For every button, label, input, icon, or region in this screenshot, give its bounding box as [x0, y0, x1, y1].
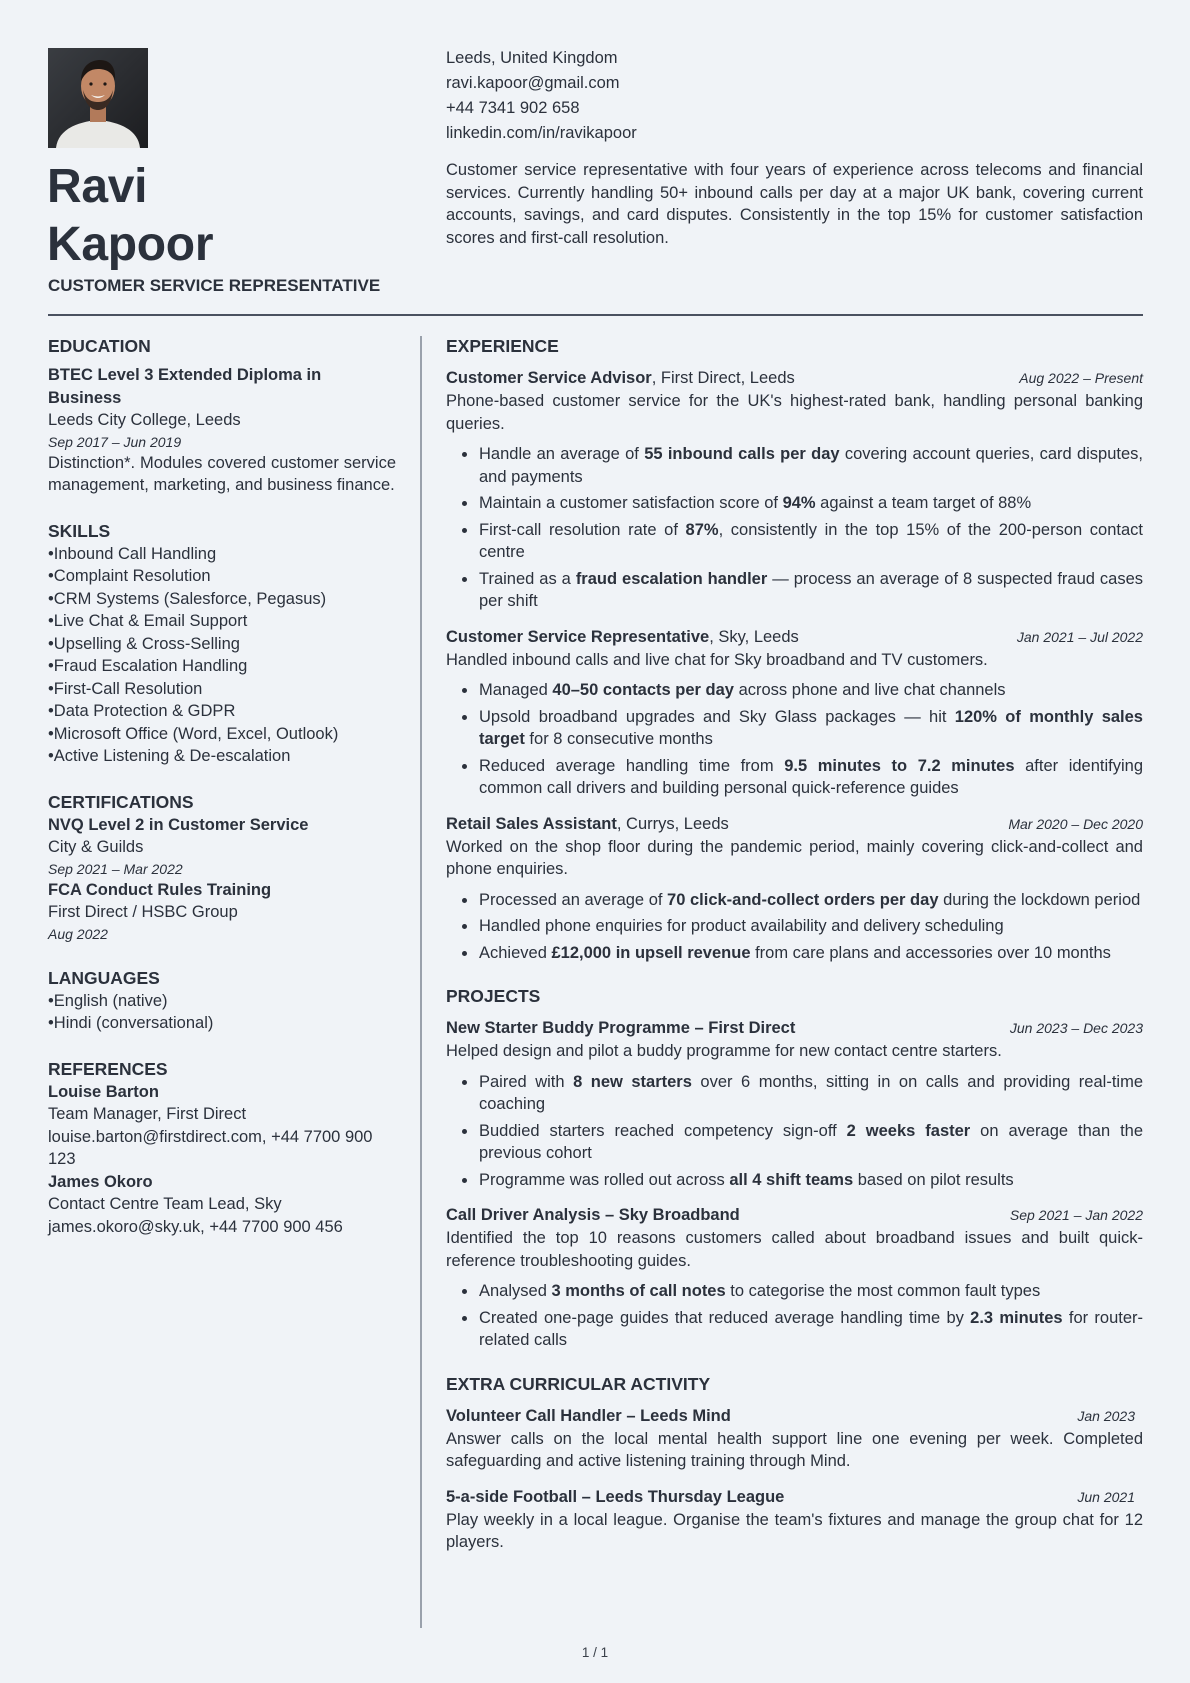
- bullet-text: across phone and live chat channels: [734, 681, 1006, 699]
- reference-contact: james.okoro@sky.uk, +44 7700 900 456: [48, 1217, 343, 1236]
- bullet-highlight: 120% of monthly sales target: [479, 707, 1143, 748]
- bullet-highlight: 87%: [685, 520, 719, 539]
- bullet-highlight: 94%: [782, 494, 816, 512]
- bullet-item: [462, 568, 1143, 613]
- bullet-text: Handled phone enquiries for product availability and delivery scheduling: [479, 917, 1004, 935]
- languages-section: [48, 966, 396, 1035]
- project-description: Helped design and pilot a buddy programme for new contact centre starters.: [446, 1042, 1002, 1060]
- activity-description: Answer calls on the local mental health support line one evening per week. Completed safeguarding and active listening training through Mind.: [446, 1429, 1143, 1470]
- contact-block: [446, 46, 637, 146]
- name-last: Kapoor: [47, 218, 214, 271]
- job-bullets: [446, 443, 1143, 613]
- project-header: [446, 1016, 1143, 1040]
- job-company: , Currys, Leeds: [616, 814, 729, 833]
- activity-dates: Jan 2023: [1077, 1407, 1135, 1424]
- bullet-highlight: 2.3 minutes: [970, 1308, 1063, 1327]
- education-section: [48, 334, 396, 497]
- job-bullets: [446, 889, 1143, 965]
- experience-section: [446, 334, 1143, 964]
- bullet-text: against a team target of 88%: [815, 494, 1032, 512]
- name-first: Ravi: [47, 160, 148, 213]
- job-company: , Sky, Leeds: [709, 627, 799, 646]
- job-title: Customer Service Representative: [446, 627, 710, 646]
- bullet-item: [462, 942, 1143, 965]
- job-title: Retail Sales Assistant: [446, 814, 617, 833]
- education-dates: Sep 2017 – Jun 2019: [48, 433, 182, 450]
- right-column: [446, 334, 1143, 1574]
- project-bullets: [446, 1071, 1143, 1192]
- bullet-text: Managed: [479, 681, 553, 699]
- contact-linkedin[interactable]: linkedin.com/in/ravikapoor: [446, 124, 637, 142]
- bullet-highlight: 70 click-and-collect orders per day: [667, 890, 939, 909]
- project-entry: [446, 1016, 1143, 1191]
- contact-email[interactable]: ravi.kapoor@gmail.com: [446, 74, 620, 92]
- project-title: Call Driver Analysis – Sky Broadband: [446, 1206, 740, 1224]
- bullet-text: for 8 consecutive months: [524, 730, 713, 748]
- bullet-item: [462, 519, 1143, 564]
- section-title: SKILLS: [48, 520, 111, 541]
- project-description: Identified the top 10 reasons customers called about broadband issues and built quick-reference troubleshooting guides.: [446, 1229, 1143, 1270]
- certification-dates: Sep 2021 – Mar 2022: [48, 860, 183, 877]
- bullet-text: Upsold broadband upgrades and Sky Glass packages — hit: [479, 707, 955, 726]
- header-divider: [48, 314, 1143, 316]
- list-item: • First-Call Resolution: [48, 678, 396, 701]
- section-title: EDUCATION: [48, 336, 151, 356]
- certifications-section: [48, 790, 396, 944]
- bullet-item: [462, 889, 1143, 912]
- bullet-text: , consistently in the top 15% of the 200-person contact centre: [479, 520, 1143, 561]
- bullet-highlight: £12,000 in upsell revenue: [551, 943, 751, 962]
- activity-entry: [446, 1404, 1143, 1473]
- job-header: [446, 625, 1143, 649]
- column-divider: [420, 336, 422, 1628]
- list-item: • Data Protection & GDPR: [48, 700, 396, 723]
- skills-list: [48, 543, 396, 768]
- bullet-item: [462, 706, 1143, 751]
- reference-role: Team Manager, First Direct: [48, 1105, 247, 1123]
- job-entry: [446, 366, 1143, 613]
- bullet-text: during the lockdown period: [938, 890, 1141, 909]
- activity-header: [446, 1485, 1143, 1509]
- certification-name: NVQ Level 2 in Customer Service: [48, 815, 309, 834]
- bullet-highlight: fraud escalation handler: [575, 569, 768, 588]
- reference-role: Contact Centre Team Lead, Sky: [48, 1195, 282, 1213]
- bullet-text: Paired with: [479, 1072, 574, 1091]
- list-item: • Complaint Resolution: [48, 565, 396, 588]
- extracurricular-section: [446, 1372, 1143, 1554]
- bullet-text: Maintain a customer satisfaction score of: [479, 494, 783, 512]
- profile-summary: Customer service representative with four years of experience across telecoms and financial services. Currently handling 50+ inbound calls per day at a major UK bank, covering current accounts, savings, and card disputes. Consistently in the top 15% for customer satisfaction scores and first-call resolution.: [446, 161, 1143, 247]
- bullet-item: [462, 1169, 1143, 1192]
- bullet-text: after identifying common call drivers and building personal quick-reference guides: [479, 756, 1144, 797]
- job-header: [446, 366, 1143, 390]
- job-title: CUSTOMER SERVICE REPRESENTATIVE: [48, 276, 381, 295]
- list-item: • Active Listening & De-escalation: [48, 745, 396, 768]
- contact-phone[interactable]: +44 7341 902 658: [446, 99, 580, 117]
- bullet-text: Created one-page guides that reduced average handling time by: [479, 1308, 971, 1327]
- activity-dates: Jun 2021: [1077, 1488, 1135, 1505]
- job-description: Worked on the shop floor during the pandemic period, mainly covering click-and-collect and phone enquiries.: [446, 837, 1143, 878]
- certification-dates: Aug 2022: [48, 925, 108, 942]
- list-item: • Hindi (conversational): [48, 1012, 396, 1035]
- languages-list: [48, 990, 396, 1035]
- list-item: • Fraud Escalation Handling: [48, 655, 396, 678]
- candidate-name: [47, 158, 213, 274]
- project-dates: Sep 2021 – Jan 2022: [1009, 1207, 1143, 1223]
- bullet-text: covering account queries, card disputes, and payments: [479, 445, 1143, 486]
- reference-name: Louise Barton: [48, 1082, 159, 1101]
- project-bullets: [446, 1280, 1143, 1352]
- bullet-item: [462, 1120, 1143, 1165]
- reference-name: James Okoro: [48, 1172, 153, 1191]
- bullet-highlight: 8 new starters: [573, 1072, 692, 1091]
- references-section: [48, 1057, 396, 1239]
- profile-photo-image: [48, 48, 148, 148]
- list-item: • CRM Systems (Salesforce, Pegasus): [48, 588, 396, 611]
- bullet-text: Reduced average handling time from: [479, 756, 785, 775]
- bullet-item: [462, 492, 1143, 515]
- job-heading: [446, 812, 729, 836]
- bullet-text: Buddied starters reached competency sign-off: [479, 1121, 847, 1140]
- bullet-text: over 6 months, sitting in on calls and providing real-time coaching: [479, 1072, 1143, 1113]
- bullet-text: based on pilot results: [853, 1170, 1014, 1189]
- bullet-highlight: 3 months of call notes: [551, 1282, 726, 1300]
- contact-location: Leeds, United Kingdom: [446, 49, 618, 67]
- list-item: • Live Chat & Email Support: [48, 610, 396, 633]
- list-item: • Microsoft Office (Word, Excel, Outlook): [48, 723, 396, 746]
- bullet-text: to categorise the most common fault types: [725, 1282, 1041, 1300]
- bullet-text: First-call resolution rate of: [479, 520, 686, 539]
- activity-entry: [446, 1485, 1143, 1554]
- job-dates: Jan 2021 – Jul 2022: [1016, 628, 1143, 645]
- bullet-item: [462, 679, 1143, 702]
- bullet-text: Processed an average of: [479, 890, 668, 909]
- bullet-highlight: 9.5 minutes to 7.2 minutes: [784, 756, 1015, 775]
- bullet-item: [462, 1280, 1143, 1303]
- activity-title: Volunteer Call Handler – Leeds Mind: [446, 1406, 731, 1425]
- job-heading: [446, 625, 799, 649]
- bullet-text: Programme was rolled out across: [479, 1170, 730, 1189]
- degree-name: BTEC Level 3 Extended Diploma in Business: [48, 366, 322, 407]
- bullet-item: [462, 755, 1143, 800]
- job-header: [446, 812, 1143, 836]
- list-item: • English (native): [48, 990, 396, 1013]
- project-entry: [446, 1203, 1143, 1352]
- job-entry: [446, 625, 1143, 800]
- certification-name: FCA Conduct Rules Training: [48, 880, 272, 899]
- section-title: PROJECTS: [446, 986, 541, 1006]
- bullet-text: — process an average of 8 suspected fraud cases per shift: [479, 569, 1143, 610]
- project-dates: Jun 2023 – Dec 2023: [1009, 1020, 1143, 1036]
- activity-title: 5-a-side Football – Leeds Thursday League: [446, 1487, 785, 1506]
- job-title: Customer Service Advisor: [446, 369, 652, 387]
- bullet-item: [462, 1307, 1143, 1352]
- profile-photo: [48, 48, 148, 148]
- bullet-highlight: 2 weeks faster: [846, 1121, 971, 1140]
- section-title: CERTIFICATIONS: [48, 791, 194, 812]
- project-title: New Starter Buddy Programme – First Direct: [446, 1019, 796, 1037]
- bullet-text: from care plans and accessories over 10 months: [750, 943, 1111, 962]
- left-column: [48, 334, 396, 1260]
- bullet-item: [462, 1071, 1143, 1116]
- bullet-item: [462, 443, 1143, 488]
- reference-contact: louise.barton@firstdirect.com, +44 7700 900 123: [48, 1127, 373, 1168]
- job-dates: Aug 2022 – Present: [1019, 370, 1143, 386]
- certification-issuer: City & Guilds: [48, 838, 144, 856]
- bullet-text: for router-related calls: [479, 1308, 1143, 1349]
- section-title: LANGUAGES: [48, 967, 160, 988]
- bullet-highlight: 55 inbound calls per day: [644, 445, 840, 463]
- page-number: 1 / 1: [581, 1645, 609, 1660]
- bullet-text: Analysed: [479, 1282, 552, 1300]
- section-title: EXTRA CURRICULAR ACTIVITY: [446, 1373, 711, 1394]
- job-heading: [446, 366, 795, 390]
- section-title: REFERENCES: [48, 1058, 168, 1079]
- section-title: EXPERIENCE: [446, 336, 559, 356]
- bullet-text: Trained as a: [479, 569, 576, 588]
- activity-header: [446, 1404, 1143, 1428]
- job-company: , First Direct, Leeds: [651, 369, 795, 387]
- bullet-item: [462, 915, 1143, 938]
- certification-issuer: First Direct / HSBC Group: [48, 903, 238, 921]
- list-item: • Upselling & Cross-Selling: [48, 633, 396, 656]
- project-header: [446, 1203, 1143, 1227]
- job-description: Phone-based customer service for the UK's highest-rated bank, handling personal banking queries.: [446, 392, 1143, 433]
- education-details: Distinction*. Modules covered customer service management, marketing, and business finance.: [48, 453, 396, 494]
- projects-section: [446, 984, 1143, 1352]
- bullet-highlight: all 4 shift teams: [729, 1170, 854, 1189]
- bullet-highlight: 40–50 contacts per day: [552, 681, 734, 699]
- job-description: Handled inbound calls and live chat for Sky broadband and TV customers.: [446, 650, 988, 669]
- activity-description: Play weekly in a local league. Organise the team's fixtures and manage the group chat for 12 players.: [446, 1510, 1143, 1551]
- bullet-text: Achieved: [479, 943, 552, 962]
- job-entry: [446, 812, 1143, 965]
- list-item: • Inbound Call Handling: [48, 543, 396, 566]
- bullet-text: on average than the previous cohort: [479, 1121, 1144, 1162]
- job-bullets: [446, 679, 1143, 800]
- skills-section: [48, 519, 396, 768]
- school-name: Leeds City College, Leeds: [48, 411, 241, 429]
- bullet-text: Handle an average of: [479, 445, 645, 463]
- job-dates: Mar 2020 – Dec 2020: [1008, 815, 1143, 832]
